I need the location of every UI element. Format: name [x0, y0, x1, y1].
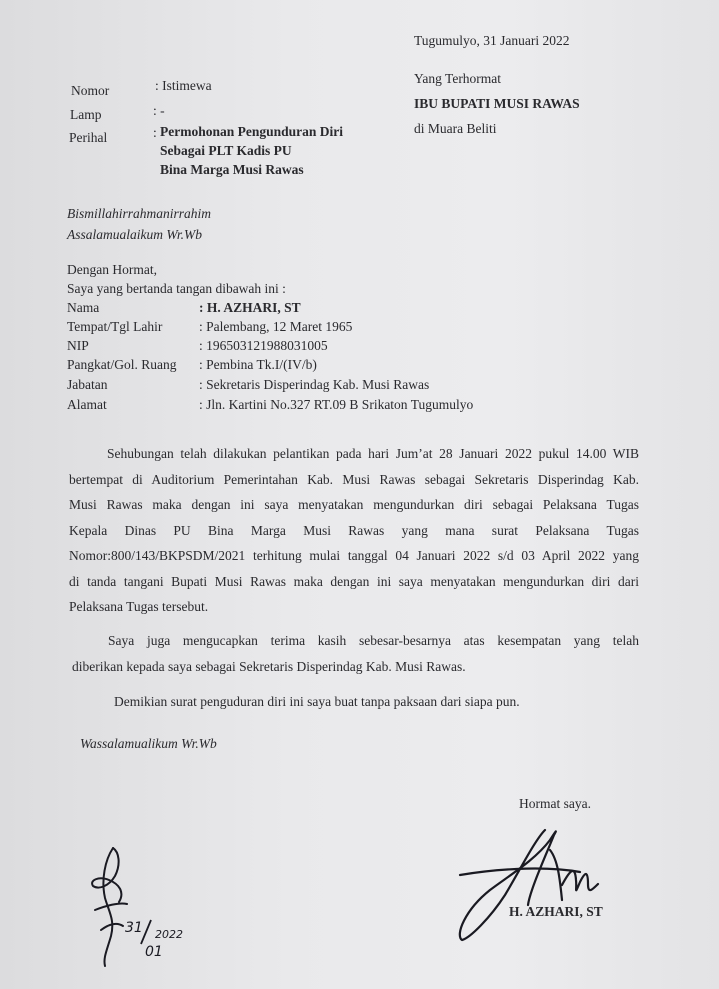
- identity-label: Pangkat/Gol. Ruang: [67, 357, 177, 372]
- identity-value: : Palembang, 12 Maret 1965: [199, 319, 353, 334]
- identity-value: : Jln. Kartini No.327 RT.09 B Srikaton Tugumulyo: [199, 397, 474, 412]
- paragraph-line: Nomor:800/143/BKPSDM/2021 terhitung mulai tanggal 04 Januari 2022 s/d 03 April 2022 yang: [69, 548, 639, 563]
- lamp-value: : -: [153, 103, 165, 118]
- recipient-salutation: Yang Terhormat: [414, 71, 502, 86]
- paragraph-line: diberikan kepada saya sebagai Sekretaris Disperindag Kab. Musi Rawas.: [72, 658, 466, 674]
- signature-stroke: [562, 871, 598, 890]
- nomor-value: : Istimewa: [155, 78, 212, 93]
- recipient-location: di Muara Beliti: [414, 121, 497, 136]
- lamp-label: Lamp: [70, 107, 102, 122]
- paragraph-line: Pelaksana Tugas tersebut.: [69, 599, 209, 614]
- identity-label: Tempat/Tgl Lahir: [67, 319, 163, 334]
- opening-bismillah: Bismillahirrahmanirrahim: [67, 206, 212, 221]
- paragraph-line: Musi Rawas maka dengan ini saya menyatakan mengundurkan diri sebagai Pelaksana Tugas: [69, 497, 639, 512]
- paraf-image: [85, 840, 215, 980]
- paraf-day: 31: [125, 920, 143, 936]
- recipient-name: IBU BUPATI MUSI RAWAS: [414, 96, 580, 111]
- paraf-stroke: [92, 848, 121, 902]
- signature-stroke: [460, 830, 556, 940]
- intro-line: Saya yang bertanda tangan dibawah ini :: [67, 281, 286, 296]
- closing-salam: Wassalamualikum Wr.Wb: [80, 736, 217, 751]
- body-paragraph-2: [72, 628, 639, 679]
- paragraph-line: di tanda tangani Bupati Musi Rawas maka dengan ini saya menyatakan mengundurkan diri dari: [69, 573, 639, 589]
- paraf-month: 01: [145, 944, 163, 960]
- identity-value: : Pembina Tk.I/(IV/b): [199, 357, 317, 372]
- paragraph-line: Kepala Dinas PU Bina Marga Musi Rawas yang mana surat Pelaksana Tugas: [69, 522, 639, 538]
- signature-image: [450, 810, 620, 950]
- greeting: Dengan Hormat,: [67, 262, 157, 277]
- signatory-name: H. AZHARI, ST: [509, 904, 603, 919]
- paragraph-line: bertempat di Auditorium Pemerintahan Kab. Musi Rawas sebagai Sekretaris Disperindag Kab.: [69, 471, 639, 487]
- perihal-label: Perihal: [69, 130, 108, 145]
- body-paragraph-1: [69, 441, 639, 620]
- signature-stroke: [550, 850, 562, 900]
- identity-value: : H. AZHARI, ST: [199, 300, 301, 315]
- perihal-line: Permohonan Pengunduran Diri: [160, 124, 344, 139]
- perihal-line: Sebagai PLT Kadis PU: [160, 143, 292, 158]
- paraf-stroke: [95, 903, 127, 910]
- identity-label: Jabatan: [67, 377, 108, 392]
- paragraph-line: Saya juga mengucapkan terima kasih sebesar-besarnya atas kesempatan yang telah: [108, 633, 639, 648]
- identity-label: NIP: [67, 338, 89, 353]
- body-paragraph-3: Demikian surat penguduran diri ini saya buat tanpa paksaan dari siapa pun.: [114, 694, 520, 709]
- sign-off: Hormat saya.: [519, 796, 591, 811]
- paragraph-line: Sehubungan telah dilakukan pelantikan pada hari Jum’at 28 Januari 2022 pukul 14.00 WIB: [107, 446, 639, 461]
- perihal-colon: :: [153, 125, 157, 140]
- nomor-label: Nomor: [71, 83, 110, 98]
- identity-value: : Sekretaris Disperindag Kab. Musi Rawas: [199, 377, 430, 392]
- identity-value: : 196503121988031005: [199, 338, 328, 353]
- identity-label: Nama: [67, 300, 100, 315]
- place-date: Tugumulyo, 31 Januari 2022: [414, 33, 570, 48]
- identity-label: Alamat: [67, 397, 107, 412]
- paraf-year: 2022: [155, 928, 183, 941]
- perihal-line: Bina Marga Musi Rawas: [160, 162, 304, 177]
- opening-salam: Assalamualaikum Wr.Wb: [67, 227, 202, 242]
